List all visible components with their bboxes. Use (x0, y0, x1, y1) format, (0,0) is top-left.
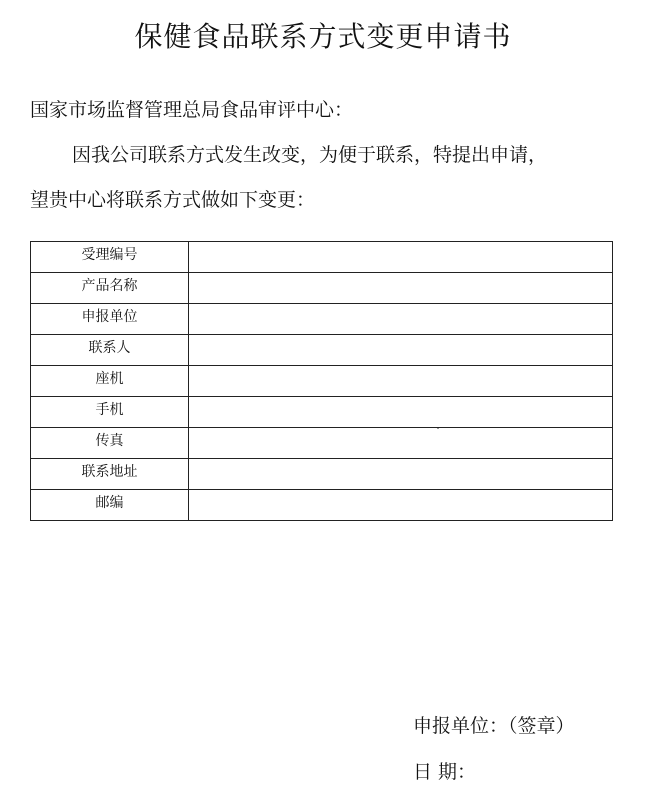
applicant-unit-field[interactable] (189, 304, 613, 335)
table-row (31, 459, 613, 490)
table-row (31, 490, 613, 521)
row-label-applicant-unit: 申报单位 (31, 304, 189, 335)
row-label-landline: 座机 (31, 366, 189, 397)
addressee-line: 国家市场监督管理总局食品审评中心： (30, 99, 354, 121)
table-row (31, 304, 613, 335)
acceptance-number-field[interactable] (189, 242, 613, 273)
document-title: 保健食品联系方式变更申请书 (134, 20, 512, 53)
row-label-contact-person: 联系人 (31, 335, 189, 366)
applicant-unit-seal-label: 申报单位：（签章） (413, 715, 575, 737)
row-label-acceptance-number: 受理编号 (31, 242, 189, 273)
postal-code-field[interactable] (189, 490, 613, 521)
contact-change-table (30, 241, 613, 521)
table-row (31, 366, 613, 397)
product-name-field[interactable] (189, 273, 613, 304)
landline-field[interactable] (189, 366, 613, 397)
scan-speck (437, 428, 439, 429)
request-body-line-1: 因我公司联系方式发生改变，为便于联系，特提出申请， (72, 144, 548, 166)
row-label-contact-address: 联系地址 (31, 459, 189, 490)
row-label-postal-code: 邮编 (31, 490, 189, 521)
fax-field[interactable] (189, 428, 613, 459)
row-label-mobile: 手机 (31, 397, 189, 428)
mobile-field[interactable] (189, 397, 613, 428)
table-row (31, 242, 613, 273)
request-body-line-2: 望贵中心将联系方式做如下变更： (30, 189, 316, 211)
contact-address-field[interactable] (189, 459, 613, 490)
table-row (31, 428, 613, 459)
table-row (31, 397, 613, 428)
date-label: 日 期： (413, 761, 477, 783)
row-label-product-name: 产品名称 (31, 273, 189, 304)
contact-person-field[interactable] (189, 335, 613, 366)
row-label-fax: 传真 (31, 428, 189, 459)
table-row (31, 335, 613, 366)
table-row (31, 273, 613, 304)
